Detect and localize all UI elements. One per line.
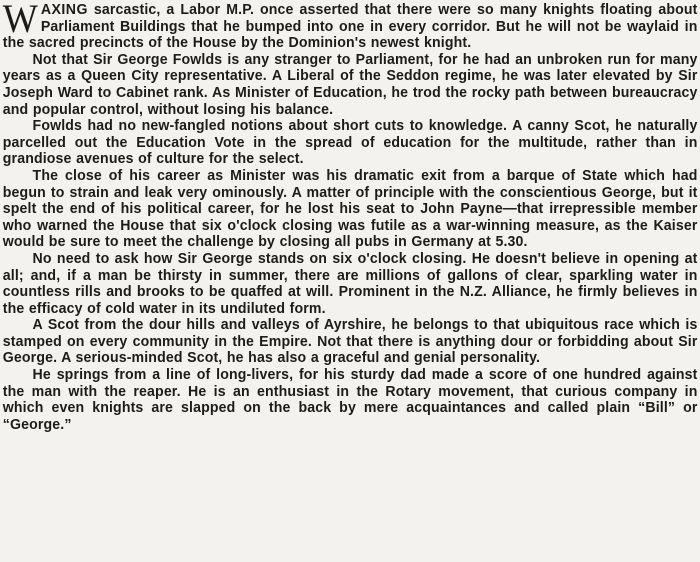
article-paragraph-7: He springs from a line of long-livers, for his sturdy dad made a score of one hundred against the man with the reaper. He is an enthusiast in the Rotary movement, that curious company in which even knights are slapped on the back by mere acquaintances and called plain “Bill” or “George.”: [2, 366, 698, 433]
paragraph-1-text: sarcastic, a Labor M.P. once asserted that there were so many knights floating about Parliament Buildings that he bumped into one in every corridor. But he will not be waylaid in the sacred precincts of the House by the Dominion's newest knight.: [2, 1, 698, 52]
article-paragraph-4: The close of his career as Minister was his dramatic exit from a barque of State which had begun to strain and leak very ominously. A matter of principle with the conscientious George, but it spelt the end of his political career, for he lost his seat to John Payne—that irrepressible member who warned the House that six o'clock closing was futile as a war-winning measure, as the Kaiser would be sure to meet the challenge by closing all pubs in Germany at 5.30.: [2, 166, 698, 251]
article-paragraph-1: [3, 2, 698, 52]
article-paragraph-3: Fowlds had no new-fangled notions about short cuts to knowledge. A canny Scot, he naturally parcelled out the Education Vote in the spread of education for the multitude, rather than in grandiose avenues of culture for the select.: [2, 117, 698, 168]
article-paragraph-6: A Scot from the dour hills and valleys of Ayrshire, he belongs to that ubiquitous race which is stamped on every community in the Empire. Not that there is anything dour or forbidding about Sir George. A serious-minded Scot, he has also a graceful and genial personality.: [2, 316, 698, 367]
lead-word: AXING: [40, 1, 88, 18]
drop-cap: W: [2, 0, 39, 41]
article-paragraph-2: Not that Sir George Fowlds is any stranger to Parliament, for he had an unbroken run for many years as a Queen City representative. A Liberal of the Seddon regime, he was later elevated by Sir Joseph Ward to Cabinet rank. As Minister of Education, he trod the rocky path between bureaucracy and popular control, without losing his balance.: [2, 50, 698, 118]
article-paragraph-5: No need to ask how Sir George stands on six o'clock closing. He doesn't believe in opening at all; and, if a man be thirsty in summer, there are millions of gallons of clear, sparkling water in countless rills and brooks to be quaffed at will. Prominent in the N.Z. Alliance, he firmly believes in the efficacy of cold water in its undiluted form.: [2, 249, 698, 317]
